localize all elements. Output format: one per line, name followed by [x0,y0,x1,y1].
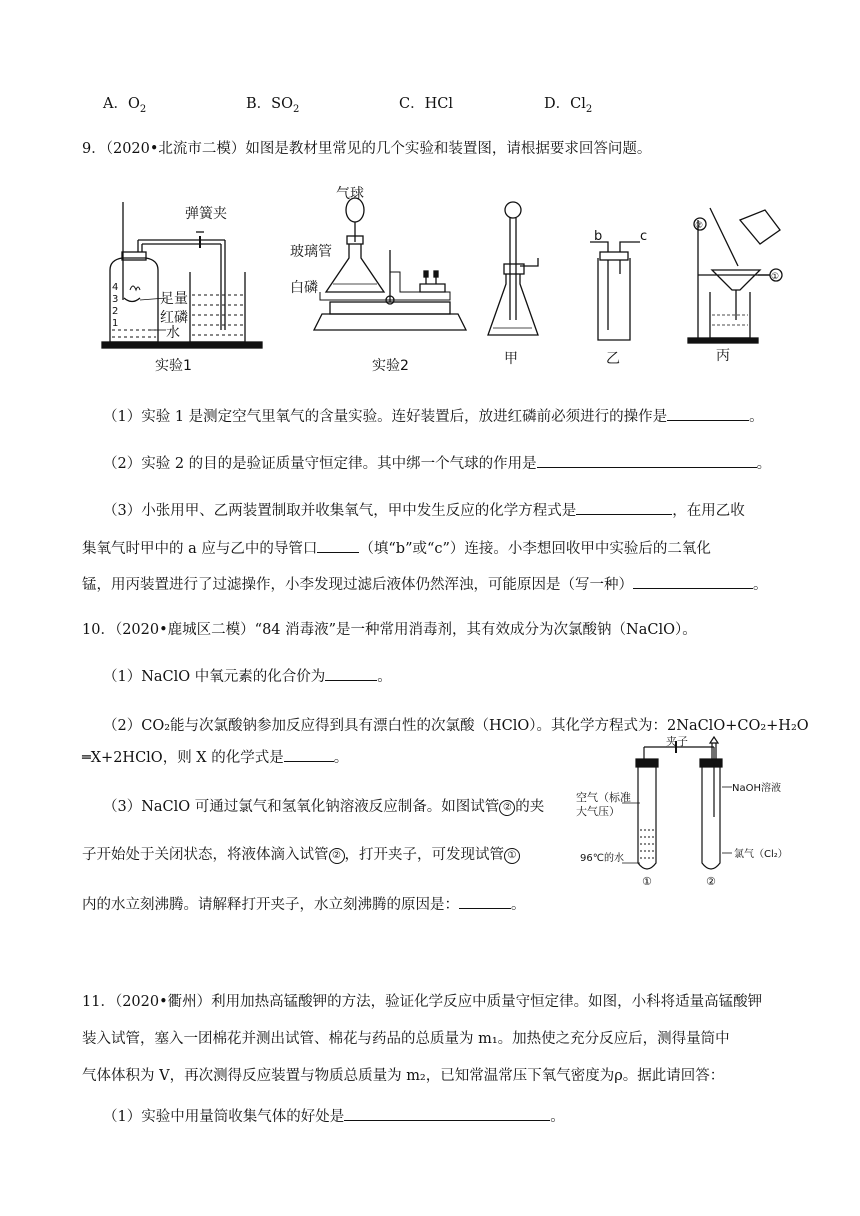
q11-blank-1[interactable] [344,1106,550,1121]
q9-p1: （1）实验 1 是测定空气里氧气的含量实验。连好装置后，放进红磷前必须进行的操作是 。 [103,405,764,426]
q9-blank-5[interactable] [633,574,753,589]
sufficient-label: 足量 [160,291,188,307]
q9-stem: 9．（2020•北流市二模）如图是教材里常见的几个实验和装置图，请根据要求回答问题。 [82,141,652,157]
scale-3: 3 [112,294,119,305]
water-label: 水 [166,325,180,341]
q10-blank-3[interactable] [459,894,511,909]
exp2-label: 实验2 [372,358,409,374]
q10-p3b: 子开始处于关闭状态，将液体滴入试管 ② ，打开夹子，可发现试管 ① [82,843,520,864]
q10-p2b: ═X+2HClO，则 X 的化学式是 。 [82,746,348,767]
exp2-apparatus [314,198,466,330]
tube-1-label: ① [642,875,652,885]
q11-p1: （1）实验中用量筒收集气体的好处是 。 [103,1105,565,1126]
yi-apparatus [590,242,640,340]
mark-1-label: ① [771,272,780,282]
yi-label: 乙 [606,351,620,367]
q9-p3a: （3）小张用甲、乙两装置制取并收集氧气，甲中发生反应的化学方程式是 ，在用乙收 [103,499,745,520]
q10-p1: （1）NaClO 中氧元素的化合价为 。 [103,665,392,686]
air-label: 空气（标准 [576,791,631,804]
q9-blank-1[interactable] [667,406,749,421]
cl2-label: 氯气（Cl₂） [734,849,788,860]
test-tube-2-marker: ② [329,848,345,864]
naoh-label: NaOH溶液 [732,783,781,794]
q11-line-2: 装入试管，塞入一团棉花并测出试管、棉花与药品的总质量为 m₁。加热使之充分反应后，测得量筒中 [82,1031,730,1047]
spring-clip-label: 弹簧夹 [185,206,227,222]
q11-line-3: 气体体积为 V，再次测得反应装置与物质总质量为 m₂，已知常温常压下氧气密度为ρ。据此请回答： [82,1068,725,1084]
q11-line-1: 11．（2020•衢州）利用加热高锰酸钾的方法，验证化学反应中质量守恒定律。如图，小科将适量高锰酸钾 [82,994,763,1010]
b-label: b [594,229,603,244]
white-p-label: 白磷 [290,280,318,296]
q10-p3c: 内的水立刻沸腾。请解释打开夹子，水立刻沸腾的原因是： 。 [82,893,526,914]
water-96-label: 96℃的水 [580,853,624,864]
q10-p3a: （3）NaClO 可通过氯气和氢氧化钠溶液反应制备。如图试管 ② 的夹 [103,799,545,815]
test-tube-2-marker: ② [499,800,515,816]
q8-option-c: C．HCl [399,96,453,112]
q10-figure [574,735,804,885]
air-label-2: 大气压） [576,805,620,818]
q10-p2a: （2）CO₂能与次氯酸钠参加反应得到具有漂白性的次氯酸（HClO）。其化学方程式为：2NaClO+CO₂+H₂O [103,718,809,734]
q9-figure [100,180,800,375]
q10-stem: 10．（2020•鹿城区二模）“84 消毒液”是一种常用消毒剂，其有效成分为次氯酸钠（NaClO）。 [82,622,697,638]
jia-apparatus [488,202,538,335]
q9-p3b: 集氧气时甲中的 a 应与乙中的导管口 （填“b”或“c”）连接。小李想回收甲中实验后的二氧化 [82,537,711,558]
q9-p2: （2）实验 2 的目的是验证质量守恒定律。其中绑一个气球的作用是 。 [103,452,771,473]
c-label: c [640,229,648,244]
q10-blank-1[interactable] [325,666,377,681]
test-tube-1-marker: ① [504,848,520,864]
glass-tube-label: 玻璃管 [290,244,332,260]
balloon-label: 气球 [336,186,364,202]
q10-blank-2[interactable] [284,747,334,762]
exp1-label: 实验1 [155,358,192,374]
red-p-label: 红磷 [160,310,188,326]
q8-option-b: B．$SO_2$ [246,96,300,115]
q8-option-d: D．$Cl_2$ [544,96,593,115]
jia-label: 甲 [504,351,518,367]
q8-option-a: A．$O_2$ [103,96,147,115]
q9-p3c: 锰，用丙装置进行了过滤操作，小李发现过滤后液体仍然浑浊，可能原因是（写一种） 。 [82,573,768,594]
exp1-apparatus [102,202,262,348]
clip-label: 夹子 [666,735,688,748]
scale-4: 4 [112,282,119,293]
mark-2-label: ② [695,221,704,231]
q9-blank-2[interactable] [537,453,757,468]
q9-blank-4[interactable] [317,538,359,553]
q9-blank-3[interactable] [576,500,672,515]
scale-2: 2 [112,306,119,317]
tube-2-label: ② [706,875,716,885]
bing-label: 丙 [716,348,730,364]
scale-1: 1 [112,318,119,329]
